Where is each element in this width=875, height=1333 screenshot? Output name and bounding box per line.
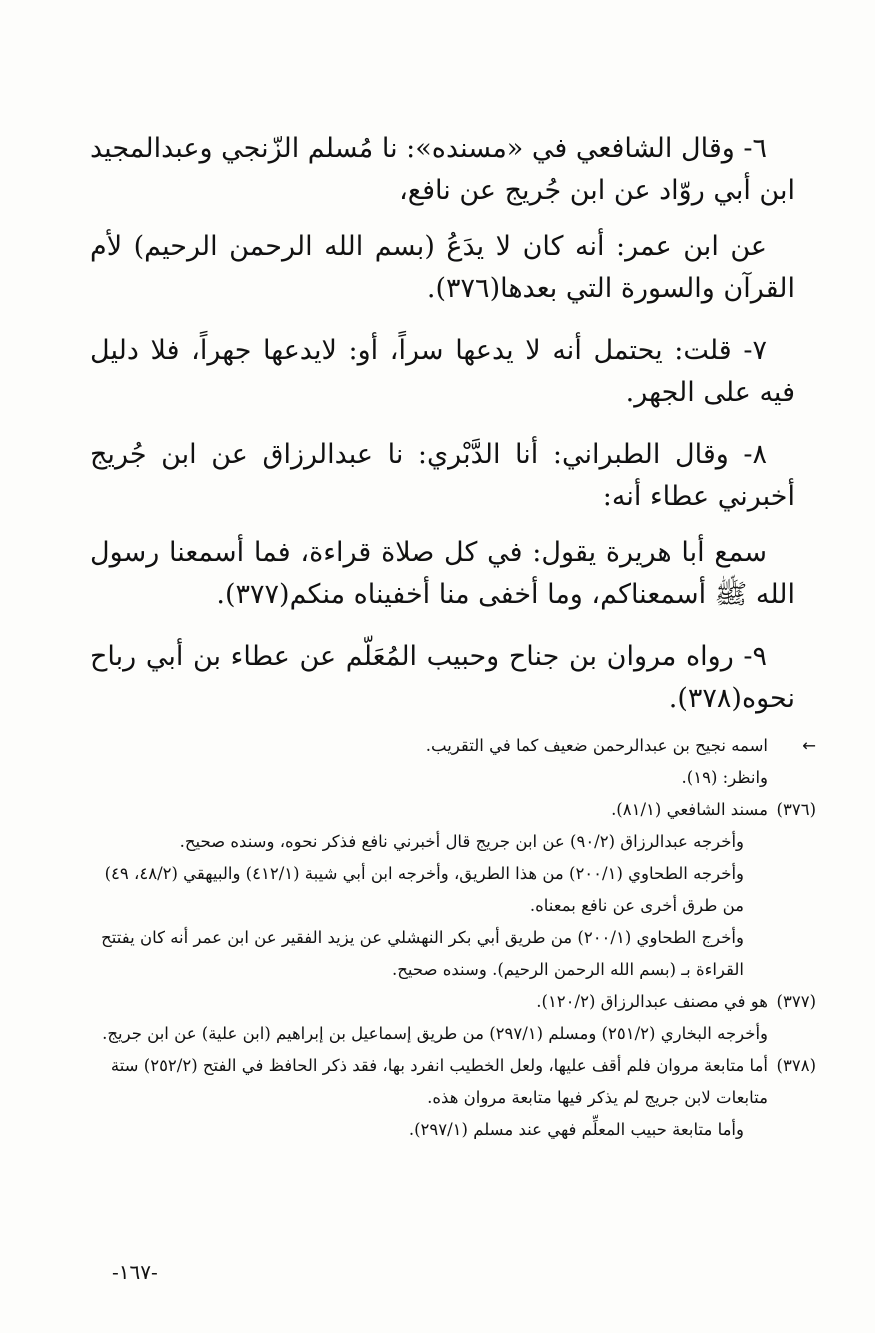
footnote-number: (٣٧٦) xyxy=(776,800,816,819)
footnote-line: أما متابعة مروان فلم أقف عليها، ولعل الخطيب انفرد بها، فقد ذكر الحافظ في الفتح (٢٥٢/٢) ستة متابعات لابن جريج لم يذكر فيها متابعة مروان هذه. xyxy=(110,1056,768,1107)
paragraph-6-continued: عن ابن عمر: أنه كان لا يدَعُ (بسم الله الرحمن الرحيم) لأم القرآن والسورة التي بعدها(٣٧٦). xyxy=(90,231,795,304)
paragraph-8: ٨- وقال الطبراني: أنا الدَّبْري: نا عبدالرزاق عن ابن جُريج أخبرني عطاء أنه: xyxy=(90,439,795,512)
page-number: -١٦٧- xyxy=(112,1260,158,1284)
footnote-line: وأخرجه البخاري (٢٥١/٢) ومسلم (٢٩٧/١) من طريق إسماعيل بن إبراهيم (ابن علية) عن ابن جريج. xyxy=(102,1024,768,1043)
main-text xyxy=(90,128,795,734)
footnote-line: وأخرجه عبدالرزاق (٩٠/٢) عن ابن جريج قال أخبرني نافع فذكر نحوه، وسنده صحيح. xyxy=(179,832,744,851)
footnote-line: اسمه نجيح بن عبدالرحمن ضعيف كما في التقريب. xyxy=(425,736,768,755)
paragraph-7: ٧- قلت: يحتمل أنه لا يدعها سراً، أو: لايدعها جهراً، فلا دليل فيه على الجهر. xyxy=(90,335,795,408)
footnote-number: (٣٧٧) xyxy=(776,992,816,1011)
paragraph-8-quote: سمع أبا هريرة يقول: في كل صلاة قراءة، فما أسمعنا رسول الله ﷺ أسمعناكم، وما أخفى منا أخفيناه منكم(٣٧٧). xyxy=(90,537,795,610)
footnote-line: مسند الشافعي (٨١/١). xyxy=(611,800,768,819)
footnote-line: وأما متابعة حبيب المعلِّم فهي عند مسلم (٢٩٧/١). xyxy=(408,1120,744,1139)
footnote-line: وأخرج الطحاوي (٢٠٠/١) من طريق أبي بكر النهشلي عن يزيد الفقير عن ابن عمر أنه كان يفتتح القراءة بـ (بسم الله الرحمن الرحيم). وسنده صحيح. xyxy=(101,928,744,979)
footnote-number: (٣٧٨) xyxy=(776,1056,816,1075)
paragraph-9: ٩- رواه مروان بن جناح وحبيب المُعَلّم عن عطاء بن أبي رباح نحوه(٣٧٨). xyxy=(90,641,795,714)
footnote-376 xyxy=(96,794,816,986)
footnote-line: وأخرجه الطحاوي (٢٠٠/١) من هذا الطريق، وأخرجه ابن أبي شيبة (٤١٢/١) والبيهقي (٤٨/٢، ٤٩) من طرق أخرى عن نافع بمعناه. xyxy=(104,864,744,915)
paragraph-6: ٦- وقال الشافعي في «مسنده»: نا مُسلم الزّنجي وعبدالمجيد ابن أبي روّاد عن ابن جُريج عن نافع، xyxy=(90,133,795,206)
footnote-line: هو في مصنف عبدالرزاق (١٢٠/٢). xyxy=(536,992,768,1011)
footnote-378 xyxy=(96,1050,816,1146)
footnote-line: وانظر: (١٩). xyxy=(681,768,768,787)
footnotes xyxy=(96,730,816,1146)
footnote-separator xyxy=(98,700,798,701)
footnote-continuation xyxy=(96,730,816,794)
footnote-377 xyxy=(96,986,816,1050)
continuation-arrow-icon: ← xyxy=(802,736,816,755)
